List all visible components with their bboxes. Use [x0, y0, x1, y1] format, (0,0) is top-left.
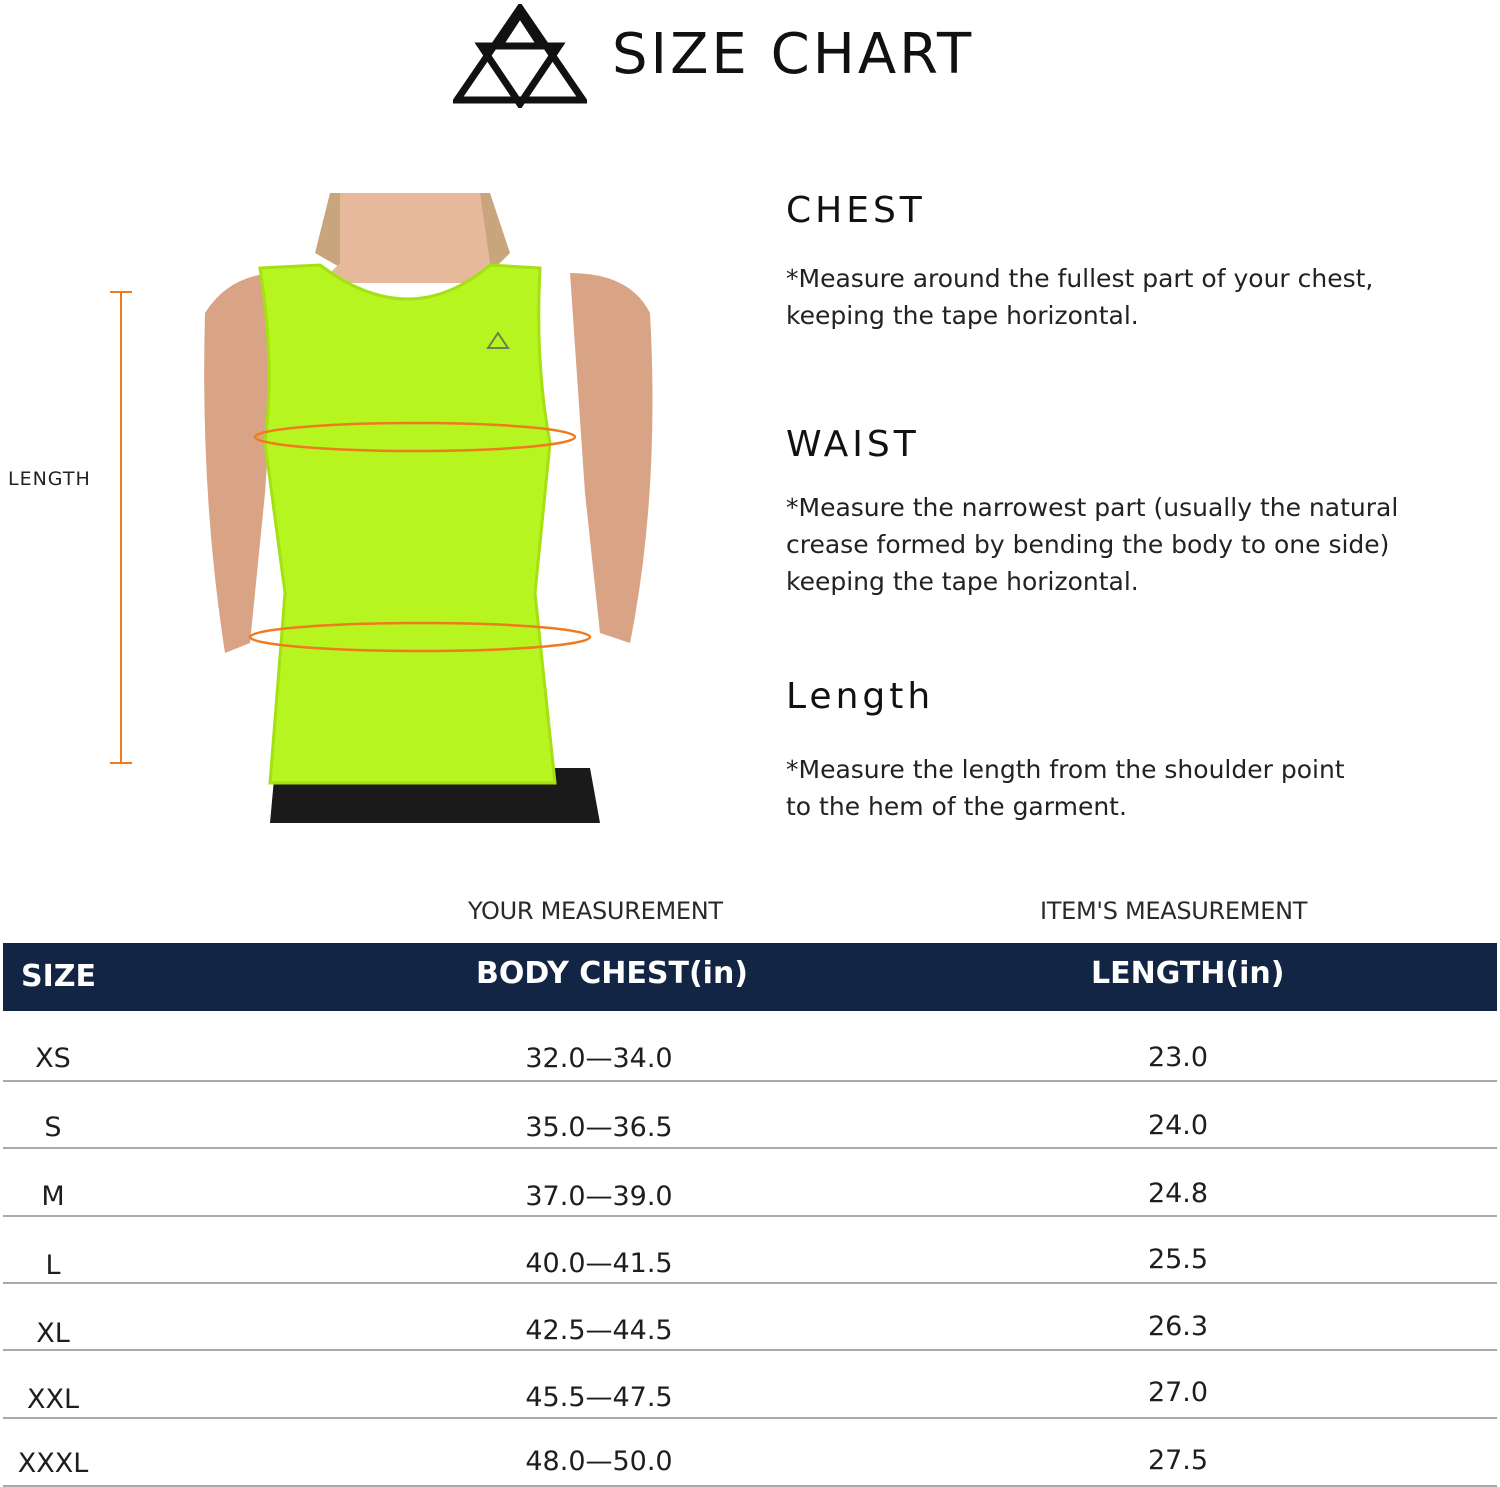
size-table-header — [3, 943, 1497, 1011]
table-row — [3, 1148, 1497, 1217]
chest-cell: 45.5—47.5 — [525, 1382, 673, 1413]
brand-logo-icon — [453, 4, 587, 108]
size-cell: XS — [35, 1043, 71, 1074]
table-row — [3, 1418, 1497, 1487]
size-cell: XXXL — [17, 1448, 89, 1479]
length-cell: 24.0 — [1147, 1110, 1209, 1141]
length-cell: 27.5 — [1147, 1445, 1209, 1476]
your-measurement-heading: YOUR MEASUREMENT — [468, 897, 723, 925]
size-cell: XL — [36, 1318, 70, 1349]
chest-cell: 32.0—34.0 — [525, 1043, 673, 1074]
length-cell: 24.8 — [1147, 1178, 1209, 1209]
length-cell: 25.5 — [1147, 1244, 1209, 1275]
item-measurement-heading: ITEM'S MEASUREMENT — [1040, 897, 1308, 925]
table-row — [3, 1350, 1497, 1419]
length-cell: 26.3 — [1147, 1311, 1209, 1342]
chest-cell: 35.0—36.5 — [525, 1112, 673, 1143]
length-measure-rule — [100, 290, 140, 765]
waist-heading: WAIST — [786, 424, 920, 465]
length-instructions: *Measure the length from the shoulder point to the hem of the garment. — [786, 755, 1345, 821]
chest-instructions: *Measure around the fullest part of your chest, keeping the tape horizontal. — [786, 264, 1374, 330]
size-cell: M — [41, 1181, 65, 1212]
table-row — [3, 1013, 1497, 1082]
length-label: LENGTH — [8, 468, 91, 490]
chest-heading: CHEST — [786, 190, 926, 231]
chest-cell: 40.0—41.5 — [525, 1248, 673, 1279]
table-row — [3, 1215, 1497, 1284]
chest-cell: 48.0—50.0 — [525, 1446, 673, 1477]
length-cell: 27.0 — [1147, 1377, 1209, 1408]
table-row — [3, 1080, 1497, 1149]
size-cell: S — [44, 1112, 62, 1143]
length-column-header: LENGTH(in) — [1091, 956, 1285, 991]
model-photo — [190, 193, 665, 823]
size-cell: XXL — [26, 1384, 80, 1415]
length-heading: Length — [786, 676, 935, 717]
waist-instructions: *Measure the narrowest part (usually the natural crease formed by bending the body to one side) keeping the tape horizontal. — [786, 493, 1399, 596]
table-row — [3, 1282, 1497, 1351]
chest-cell: 37.0—39.0 — [525, 1181, 673, 1212]
size-cell: L — [45, 1250, 61, 1281]
length-cell: 23.0 — [1147, 1042, 1209, 1073]
page-title: SIZE CHART — [612, 22, 975, 87]
size-column-header: SIZE — [21, 959, 97, 994]
chest-cell: 42.5—44.5 — [525, 1315, 673, 1346]
header — [0, 0, 1500, 120]
body-chest-column-header: BODY CHEST(in) — [476, 956, 749, 991]
